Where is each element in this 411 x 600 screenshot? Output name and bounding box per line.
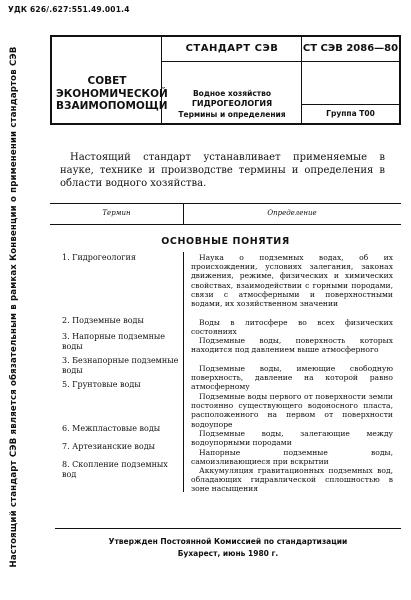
subject-line-1: Водное хозяйство [192,89,272,98]
definition-8: Аккумуляция гравитационных подземных вод, обладающих гидравлической сплошностью в зоне насыщения [191,466,393,494]
council-line-2: ЭКОНОМИЧЕСКОЙ [56,87,168,100]
divider [302,61,399,62]
intro-paragraph: Настоящий стандарт устанавливает применяемые в науке, технике и производстве термины и определения в области водного хозяйства. [60,152,385,189]
term-2: 2. Подземные воды [62,316,144,325]
udk-code: УДК 626/.627:551.49.001.4 [8,5,130,14]
side-note: Настоящий стандарт СЭВ является обязательным в рамках Конвенции о применении стандартов СЭВ [9,46,19,568]
standard-title: СТАНДАРТ СЭВ [185,43,279,54]
term-column-header: Термин [102,209,131,217]
definition-4: Подземные воды, имеющие свободную поверхность, давление на которой равно атмосферному [191,364,393,392]
footer-divider [55,528,401,529]
place-date-line: Бухарест, июнь 1980 г. [177,549,279,558]
subject-line-3: Термины и определения [178,110,286,119]
council-name [56,75,168,113]
council-line-1: СОВЕТ [87,75,127,87]
section-title: ОСНОВНЫЕ ПОНЯТИЯ [161,236,290,247]
definition-1: Наука о подземных водах, об их происхождении, условиях залегания, законах движения, режиме, физических и химических свойствах, взаимодействии с горными породами, связи с атмосферными и поверхностными водами, их хозяйственном значении [191,253,393,309]
council-cell [52,37,168,123]
definition-5: Подземные воды первого от поверхности земли постоянно существующего водоносного пласта, расположенного на первом от поверхности водоупоре [191,392,393,429]
divider [162,61,302,62]
term-7: 7. Артезианские воды [62,442,156,451]
term-4: 3. Безнапорные подземные воды [62,356,179,375]
group-label: Группа Т00 [326,109,375,118]
definition-2: Воды в литосфере во всех физических состояниях [191,318,393,337]
definition-6: Подземные воды, залегающие между водоупорными породами [191,429,393,448]
standard-number: СТ СЭВ 2086—80 [302,43,399,54]
definition-column-header: Определение [267,209,317,217]
divider [302,104,399,105]
title-cell [162,37,302,123]
number-cell [302,37,399,123]
term-8: 8. Скопление подземных вод [62,460,168,479]
definition-3: Подземные воды, поверхность которых находится под давлением выше атмосферного [191,336,393,355]
term-6: 6. Межпластовые воды [62,424,161,433]
header-block [50,35,401,125]
term-1: 1. Гидрогеология [62,253,136,262]
table-header [50,203,401,225]
approval-line: Утвержден Постоянной Комиссией по стандартизации [108,537,348,546]
council-line-3: ВЗАИМОПОМОЩИ [56,100,168,112]
term-5: 5. Грунтовые воды [62,380,141,389]
column-divider [183,252,184,492]
subject-line-2: ГИДРОГЕОЛОГИЯ [191,99,273,108]
definition-7: Напорные подземные воды, самоизливающиеся при вскрытии [191,448,393,467]
term-3: 3. Напорные подземные воды [62,332,165,351]
